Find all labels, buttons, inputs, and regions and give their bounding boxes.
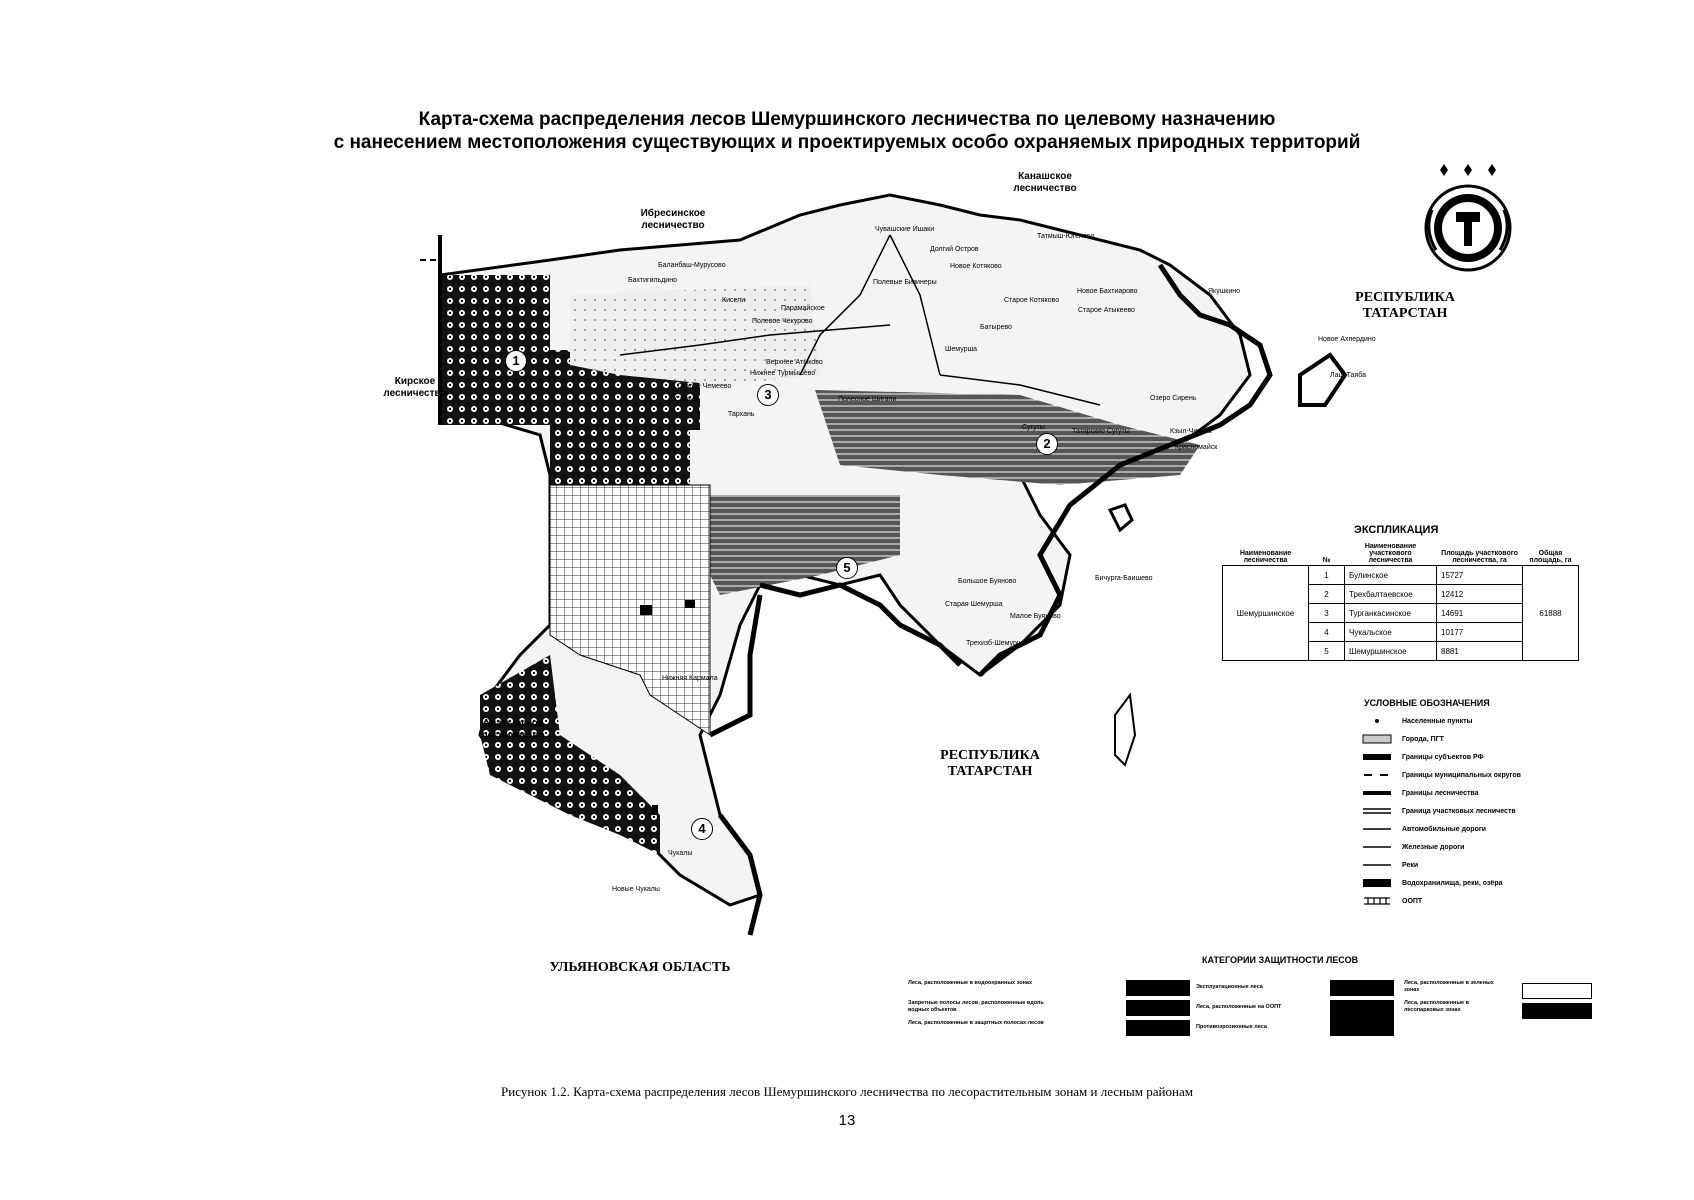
explication-header-area: Площадь участкового лесничества, га <box>1441 550 1518 564</box>
village-label: Тархань <box>728 411 755 418</box>
district-number-3: 3 <box>757 384 779 406</box>
district-number-4: 4 <box>691 818 713 840</box>
village-label: Красномайск <box>1175 444 1218 451</box>
village-label: Новые Чукалы <box>612 886 660 893</box>
village-label: Верхнее Атыково <box>766 359 823 366</box>
categories-title: КАТЕГОРИИ ЗАЩИТНОСТИ ЛЕСОВ <box>1202 955 1359 965</box>
explication-row-area: 14691 <box>1437 604 1523 623</box>
village-label: Старая Шемурша <box>945 601 1003 608</box>
explication-row-area: 15727 <box>1437 566 1523 585</box>
category-swatch <box>1126 1020 1190 1036</box>
village-label: Новое Бахтиарово <box>1077 288 1138 295</box>
village-label: Чукалы <box>668 850 693 857</box>
label-kanash-forestry: Канашское лесничество <box>1013 171 1077 194</box>
explication-forestry-name: Шемуршинское <box>1223 566 1309 661</box>
legend-item: Границы лесничества <box>1362 784 1602 802</box>
category-swatch <box>1330 1000 1394 1036</box>
coat-of-arms-emblem <box>1418 160 1518 280</box>
village-label: Шемурша <box>945 346 978 353</box>
settlement-dot-icon <box>1362 716 1392 726</box>
categories-col3: Леса, расположенные в зеленых зонах Леса, расположенные в лесопарковых зонах <box>1404 980 1494 1013</box>
label-kirya-forestry: Кирское лесничество <box>383 376 447 399</box>
district-number-1: 1 <box>505 350 527 372</box>
village-label: Сугуты <box>1022 424 1045 431</box>
legend-title: УСЛОВНЫЕ ОБОЗНАЧЕНИЯ <box>1364 698 1490 708</box>
village-label: Бахтигильдино <box>628 277 677 284</box>
explication-row-num: 3 <box>1309 604 1345 623</box>
village-label: Долгий Остров <box>930 246 979 253</box>
village-label: Старое Атыкеево <box>1078 307 1135 314</box>
village-label: Якушкино <box>1208 288 1241 295</box>
explication-table <box>1222 542 1579 661</box>
village-label: Малое Буяново <box>1010 613 1061 620</box>
explication-header-forestry: Наименование лесничества <box>1239 550 1292 564</box>
explication-row-name: Трехбалтаевское <box>1345 585 1437 604</box>
village-label: Лащ-Таяба <box>1330 372 1366 379</box>
thick-line-icon <box>1362 788 1392 798</box>
explication-row-area: 12412 <box>1437 585 1523 604</box>
village-label: Бичурга-Баишево <box>1095 575 1153 582</box>
river-line-icon <box>1362 860 1392 870</box>
village-label: Нижнее Турмышево <box>750 370 816 377</box>
village-label: Старое Котяково <box>1004 297 1060 304</box>
explication-total-area: 61888 <box>1523 566 1579 661</box>
map-title-line1: Карта-схема распределения лесов Шемуршинского лесничества по целевому назначению <box>418 109 1276 130</box>
legend-item: Железные дороги <box>1362 838 1602 856</box>
legend-item: Города, ПГТ <box>1362 730 1602 748</box>
legend-item: Границы муниципальных округов <box>1362 766 1602 784</box>
village-label: Новое Ахпердино <box>1318 336 1376 343</box>
explication-row-area: 10177 <box>1437 623 1523 642</box>
railway-line-icon <box>1362 842 1392 852</box>
village-label: Кзыл-Чишма <box>1170 428 1212 435</box>
legend-item: Населенные пункты <box>1362 712 1602 730</box>
explication-header-district: Наименование участкового лесничества <box>1364 543 1417 564</box>
explication-row-name: Чукальское <box>1345 623 1437 642</box>
village-label: Кисели <box>722 297 746 304</box>
road-line-icon <box>1362 824 1392 834</box>
village-label: Татарские Сугуты <box>1072 428 1130 435</box>
explication-row-num: 5 <box>1309 642 1345 661</box>
explication-header-total: Общая площадь, га <box>1529 550 1572 564</box>
explication-row-num: 2 <box>1309 585 1345 604</box>
legend-item: ООПТ <box>1362 892 1602 910</box>
district-number-2: 2 <box>1036 433 1058 455</box>
map-title-line2: с нанесением местоположения существующих и проектируемых особо охраняемых природных территорий <box>333 132 1361 153</box>
explication-row-area: 8881 <box>1437 642 1523 661</box>
village-label: Полесное Шигали <box>838 396 897 403</box>
village-label: Сигачи <box>675 396 698 403</box>
categories-swatches-3 <box>1522 983 1592 1019</box>
category-swatch-black <box>1522 1003 1592 1019</box>
oopt-fence-icon <box>1362 896 1392 906</box>
village-label: Нижняя Кармала <box>662 675 718 682</box>
label-alatyr-forestry: Алатырское лесничество <box>481 718 545 741</box>
district-number-5: 5 <box>836 557 858 579</box>
water-fill-icon <box>1362 878 1392 888</box>
village-label: Полевое Чекурово <box>752 318 813 325</box>
label-ibresi-forestry: Ибресинское лесничество <box>640 208 706 231</box>
legend-item: Автомобильные дороги <box>1362 820 1602 838</box>
subject-border-icon <box>1362 752 1392 762</box>
categories-col2: Эксплуатационные леса Леса, расположенные на ООПТ Противоэрозионные леса <box>1196 984 1282 1030</box>
categories-swatches-1 <box>1126 980 1190 1036</box>
categories-swatches-2 <box>1330 980 1394 1036</box>
category-swatch <box>1330 980 1394 996</box>
village-label: Трехизб-Шемурша <box>966 640 1027 647</box>
legend-item: Границы субъектов РФ <box>1362 748 1602 766</box>
dashed-line-icon <box>1362 770 1392 780</box>
village-label: Батырево <box>980 324 1012 331</box>
label-ulyanovsk: УЛЬЯНОВСКАЯ ОБЛАСТЬ <box>549 960 731 975</box>
village-label: Новое Котяково <box>950 263 1002 270</box>
legend <box>1362 712 1602 910</box>
legend-item: Реки <box>1362 856 1602 874</box>
explication-row-num: 1 <box>1309 566 1345 585</box>
explication-row-name: Шемуршинское <box>1345 642 1437 661</box>
legend-item: Водохранилища, реки, озёра <box>1362 874 1602 892</box>
explication-row-name: Булинское <box>1345 566 1437 585</box>
explication-title: ЭКСПЛИКАЦИЯ <box>1354 524 1439 536</box>
village-label: Чувашские Ишаки <box>875 226 935 233</box>
village-label: Баланбаш-Мурусово <box>658 262 726 269</box>
category-swatch <box>1126 980 1190 996</box>
village-label: Большое Буяново <box>958 578 1017 585</box>
explication-row-num: 4 <box>1309 623 1345 642</box>
explication-row-name: Турганкасинское <box>1345 604 1437 623</box>
village-label: Старое Чемеево <box>677 383 732 390</box>
village-label: Озеро Сирень <box>1150 395 1197 402</box>
category-swatch <box>1126 1000 1190 1016</box>
city-hatch-icon <box>1362 734 1392 744</box>
village-label: Полевые Бизинеры <box>873 279 937 286</box>
figure-caption: Рисунок 1.2. Карта-схема распределения лесов Шемуршинского лесничества по лесорастительным зонам и лесным районам <box>501 1084 1193 1099</box>
label-tatarstan-ne: РЕСПУБЛИКА ТАТАРСТАН <box>1355 290 1455 321</box>
page-number: 13 <box>838 1112 856 1129</box>
legend-item: Граница участковых лесничеств <box>1362 802 1602 820</box>
village-label: Парамайское <box>781 305 825 312</box>
categories-col1: Леса, расположенные в водоохранных зонах Запретные полосы лесов, расположенные вдоль водных объектов Леса, расположенные в защитных полосах лесов <box>908 980 1044 1026</box>
category-swatch-white <box>1522 983 1592 999</box>
explication-header-num: № <box>1322 557 1331 564</box>
village-label: Татмыш-Югелево <box>1037 233 1095 240</box>
double-line-icon <box>1362 806 1392 816</box>
label-tatarstan-s: РЕСПУБЛИКА ТАТАРСТАН <box>940 748 1040 779</box>
